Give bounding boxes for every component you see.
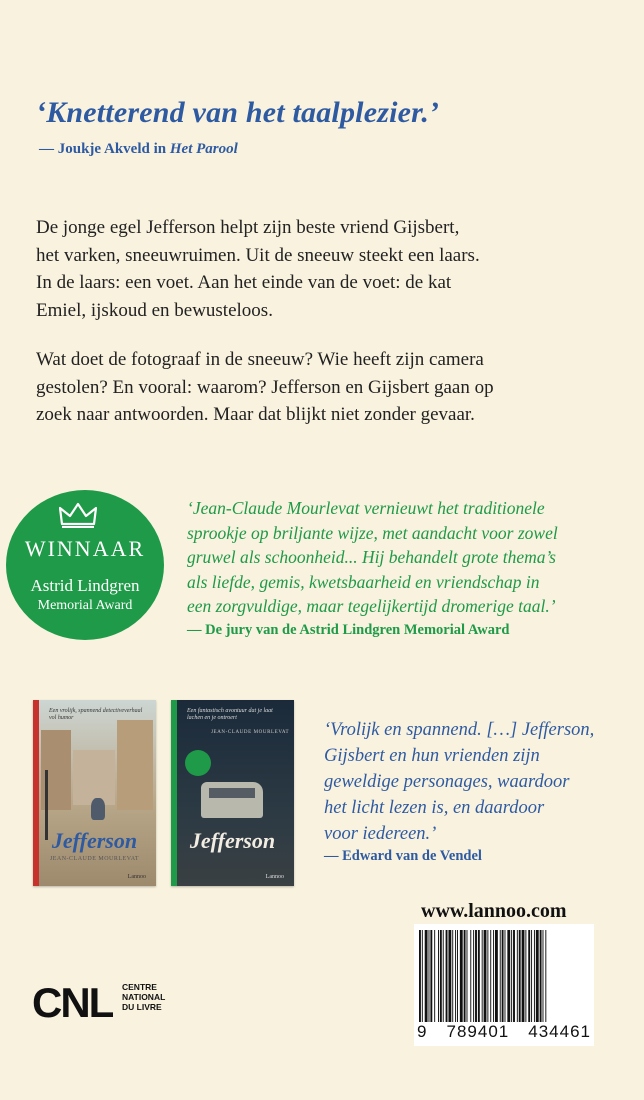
barcode-bar <box>429 930 430 1022</box>
synopsis-line: De jonge egel Jefferson helpt zijn beste vriend Gijsbert, <box>36 217 460 238</box>
review-quote <box>324 717 624 847</box>
attribution-prefix: — Joukje Akveld in <box>39 141 170 157</box>
barcode-bar <box>443 930 444 1022</box>
barcode-bar <box>482 930 483 1022</box>
barcode-bar <box>536 930 539 1022</box>
barcode-bar <box>460 930 463 1022</box>
review-quote-attribution: — Edward van de Vendel <box>324 848 482 864</box>
barcode-bar <box>525 930 526 1022</box>
barcode-bar <box>475 930 477 1022</box>
barcode-bar <box>467 930 468 1022</box>
book-cover-2 <box>171 700 294 886</box>
cnl-text-line: DU LIVRE <box>122 1002 162 1012</box>
barcode-bar <box>528 930 530 1022</box>
award-name-line-1: Astrid Lindgren <box>30 576 140 595</box>
book-tagline: Een vrolijk, spannend detectiveverhaal vol humor <box>49 708 143 721</box>
building-illustration <box>117 720 153 810</box>
barcode-bar <box>531 930 532 1022</box>
barcode-bar <box>448 930 451 1022</box>
jury-quote-line: ‘Jean-Claude Mourlevat vernieuwt het traditionele <box>187 498 545 518</box>
review-quote-line: voor iedereen.’ <box>324 824 437 844</box>
jury-quote-line: gruwel als schoonheid... Hij behandelt grote thema’s <box>187 547 556 567</box>
barcode-digits <box>414 1022 594 1042</box>
synopsis-line: gestolen? En vooral: waarom? Jefferson en Gijsbert gaan op <box>36 376 494 398</box>
synopsis-line: zoek naar antwoorden. Maar dat blijkt niet zonder gevaar. <box>36 404 475 425</box>
barcode-bar <box>507 930 510 1022</box>
barcode-digit-group: 789401 <box>446 1022 510 1041</box>
barcode-bar <box>495 930 498 1022</box>
barcode-bar <box>438 930 439 1022</box>
review-quote-line: ‘Vrolijk en spannend. […] Jefferson, <box>324 720 595 740</box>
cnl-logo-text <box>122 982 165 1012</box>
hedgehog-illustration <box>91 798 105 820</box>
main-quote-attribution <box>39 141 238 158</box>
crown-icon <box>59 502 97 528</box>
book-publisher: Lannoo <box>127 874 146 880</box>
barcode-bar <box>484 930 487 1022</box>
review-quote-line: geweldige personages, waardoor <box>324 772 570 792</box>
barcode-bar <box>513 930 515 1022</box>
synopsis-line: Wat doet de fotograaf in de sneeuw? Wie heeft zijn camera <box>36 349 484 370</box>
barcode-bar <box>517 930 518 1022</box>
barcode-bar <box>478 930 480 1022</box>
barcode-bar <box>493 930 494 1022</box>
barcode-bar <box>434 930 435 1022</box>
award-seal <box>6 490 164 640</box>
barcode-bar <box>430 930 432 1022</box>
award-winner-label: WINNAAR <box>24 536 146 561</box>
barcode-bar <box>490 930 491 1022</box>
barcode-bar <box>487 930 488 1022</box>
barcode-bar <box>500 930 501 1022</box>
jury-quote-line: een zorgvuldige, maar tegelijkertijd dromerige taal.’ <box>187 596 556 616</box>
book-title: Jefferson <box>189 828 276 853</box>
synopsis-paragraph-2 <box>36 346 596 429</box>
book-author-top: JEAN-CLAUDE MOURLEVAT <box>211 730 290 735</box>
barcode-bar <box>452 930 453 1022</box>
award-name-line-2: Memorial Award <box>37 598 133 613</box>
building-illustration <box>73 750 115 805</box>
synopsis-line: Emiel, ijskoud en bewusteloos. <box>36 299 273 321</box>
barcode-bar <box>457 930 458 1022</box>
barcode-bar <box>455 930 456 1022</box>
book-spine <box>171 700 177 886</box>
isbn-barcode <box>414 924 594 1046</box>
barcode-bar <box>502 930 504 1022</box>
barcode-bar <box>470 930 471 1022</box>
book-author: JEAN-CLAUDE MOURLEVAT <box>49 856 140 862</box>
barcode-bar <box>419 930 421 1022</box>
review-quote-line: Gijsbert en hun vrienden zijn <box>324 746 540 766</box>
barcode-bar <box>505 930 506 1022</box>
cnl-logo-letters: CNL <box>32 979 113 1026</box>
barcode-bar <box>519 930 521 1022</box>
attribution-source: Het Parool <box>169 141 238 157</box>
synopsis-paragraph-1 <box>36 214 596 324</box>
barcode-bar <box>540 930 542 1022</box>
review-quote-line: het licht lezen is, en daardoor <box>324 798 545 818</box>
barcode-bar <box>543 930 544 1022</box>
jury-quote-attribution: — De jury van de Astrid Lindgren Memorial Award <box>187 622 510 638</box>
barcode-bar <box>545 930 546 1022</box>
synopsis-line: het varken, sneeuwruimen. Uit de sneeuw steekt een laars. <box>36 244 480 266</box>
jury-quote-line: als liefde, gemis, kwetsbaarheid en vriendschap in <box>187 571 540 592</box>
book-cover-1 <box>33 700 156 886</box>
barcode-bar <box>425 930 428 1022</box>
barcode-bar <box>446 930 448 1022</box>
van-illustration <box>201 782 263 818</box>
publisher-website[interactable]: www.lannoo.com <box>421 900 567 922</box>
barcode-bar <box>464 930 466 1022</box>
barcode-bar <box>511 930 512 1022</box>
barcode-bar <box>522 930 525 1022</box>
barcode-bar <box>440 930 442 1022</box>
award-seal-small <box>185 750 211 776</box>
barcode-bar <box>422 930 423 1022</box>
cnl-text-line: CENTRE <box>122 982 157 992</box>
barcode-digit-group: 9 <box>417 1022 428 1041</box>
book-tagline: Een fantastisch avontuur dat je laat lachen en je ontroert <box>187 708 273 721</box>
barcode-digit-group: 434461 <box>528 1022 591 1041</box>
cnl-text-line: NATIONAL <box>122 992 166 1002</box>
barcode-bar <box>473 930 474 1022</box>
barcode-bar <box>534 930 535 1022</box>
book-title: Jefferson <box>51 828 138 853</box>
book-publisher: Lannoo <box>265 874 284 880</box>
synopsis-line: In de laars: een voet. Aan het einde van de voet: de kat <box>36 272 452 293</box>
jury-quote <box>187 496 627 619</box>
barcode-bars <box>419 930 589 1022</box>
main-quote: ‘Knetterend van het taalplezier.’ <box>36 96 440 129</box>
cnl-logo <box>32 978 166 1036</box>
jury-quote-line: sprookje op briljante wijze, met aandacht voor zowel <box>187 522 558 543</box>
